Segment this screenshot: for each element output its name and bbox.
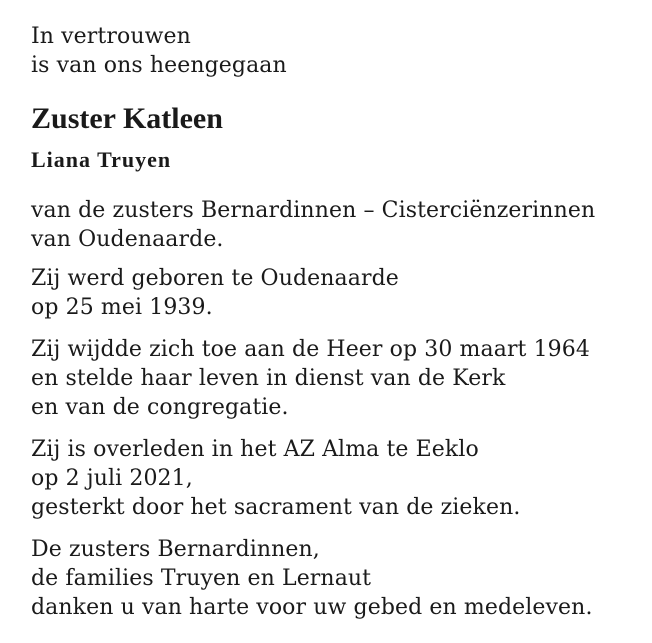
text-line: danken u van harte voor uw gebed en medeleven.: [31, 595, 593, 620]
text-line: De zusters Bernardinnen,: [31, 537, 320, 562]
intro-block: [31, 22, 631, 80]
civil-name: Liana Truyen: [31, 147, 172, 172]
deceased-name: Zuster Katleen: [31, 102, 223, 135]
paragraph-death: [31, 435, 631, 522]
text-line: op 25 mei 1939.: [31, 295, 213, 320]
paragraph-thanks: [31, 535, 631, 622]
paragraph-vows: [31, 335, 631, 422]
text-line: Zij werd geboren te Oudenaarde: [31, 266, 399, 291]
civil-name-block: [31, 146, 631, 174]
paragraph-congregation: [31, 196, 631, 254]
text-line: Zij is overleden in het AZ Alma te Eeklo: [31, 437, 479, 462]
intro-line: is van ons heengegaan: [31, 53, 287, 78]
intro-line: In vertrouwen: [31, 24, 191, 49]
text-line: op 2 juli 2021,: [31, 466, 193, 491]
text-line: en stelde haar leven in dienst van de Kerk: [31, 366, 506, 391]
text-line: van Oudenaarde.: [31, 227, 224, 252]
text-line: Zij wijdde zich toe aan de Heer op 30 maart 1964: [31, 337, 590, 362]
text-line: gesterkt door het sacrament van de zieken.: [31, 495, 521, 520]
text-line: en van de congregatie.: [31, 395, 289, 420]
paragraph-birth: [31, 264, 631, 322]
name-block: [31, 102, 631, 136]
text-line: de families Truyen en Lernaut: [31, 566, 372, 591]
text-line: van de zusters Bernardinnen – Cisterciënzerinnen: [31, 198, 596, 223]
